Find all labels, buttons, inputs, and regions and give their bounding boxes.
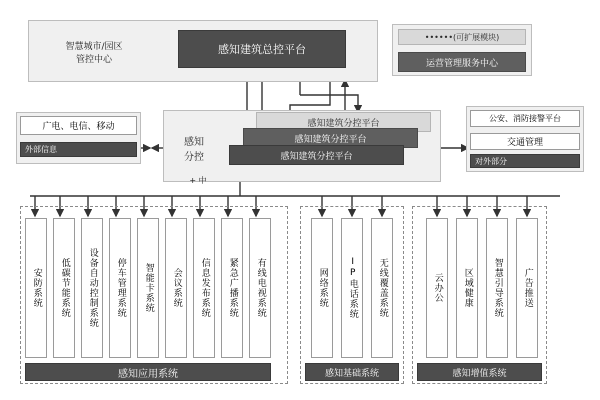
system-column-label: 云办公	[432, 273, 443, 303]
sub-platform-label-1: 感知建筑分控平台	[280, 151, 353, 162]
system-column[interactable]	[165, 218, 187, 358]
main-platform-box[interactable]	[178, 30, 346, 68]
expand-module-label: ••••••(可扩展模块)	[424, 32, 500, 42]
system-column[interactable]	[371, 218, 393, 358]
system-column[interactable]	[193, 218, 215, 358]
group-footer-1[interactable]	[25, 363, 271, 381]
left-sub-label: 外部信息	[25, 145, 57, 154]
sense-subcontrol-label	[168, 128, 220, 168]
system-column-label: 有线电视系统	[255, 258, 266, 318]
group-footer-2[interactable]	[305, 363, 399, 381]
system-column[interactable]	[249, 218, 271, 358]
system-column-label: 低碳节能系统	[59, 258, 70, 318]
system-column[interactable]	[426, 218, 448, 358]
sense-subcontrol-line1: 感知	[184, 137, 204, 148]
system-column[interactable]	[456, 218, 478, 358]
system-column[interactable]	[25, 218, 47, 358]
system-column-label: 区域健康	[462, 268, 473, 308]
group-footer-1-label: 感知应用系统	[118, 368, 178, 380]
control-center-label-line2: 管控中心	[75, 55, 112, 65]
system-column-label: 信息发布系统	[199, 258, 210, 318]
system-column[interactable]	[81, 218, 103, 358]
system-column[interactable]	[341, 218, 363, 358]
system-column-label: 广告推送	[522, 268, 533, 308]
right-sub1-box[interactable]	[470, 133, 580, 150]
system-column[interactable]	[53, 218, 75, 358]
left-sub-box[interactable]	[20, 142, 137, 157]
left-title-box[interactable]	[20, 116, 137, 135]
right-title-box[interactable]	[470, 110, 580, 127]
expand-module-box[interactable]	[398, 29, 526, 45]
group-footer-3[interactable]	[417, 363, 542, 381]
operation-center-box[interactable]	[398, 52, 526, 72]
right-sub2-label: 对外部分	[475, 156, 507, 166]
sense-subcontrol-line2: 分控	[184, 152, 204, 163]
system-column[interactable]	[221, 218, 243, 358]
system-column-label: 网络系统	[317, 268, 328, 308]
left-title-label: 广电、电信、移动	[42, 122, 115, 132]
system-column-label: IP电话系统	[347, 257, 358, 319]
main-platform-label: 感知建筑总控平台	[218, 43, 306, 56]
operation-center-label: 运营管理服务中心	[425, 58, 498, 69]
system-column[interactable]	[109, 218, 131, 358]
right-sub2-box[interactable]	[470, 154, 580, 168]
plus-note-label: + 中	[189, 175, 207, 185]
system-column-label: 无线覆盖系统	[377, 258, 388, 318]
sub-platform-label-3: 感知建筑分控平台	[307, 118, 380, 129]
right-sub1-label: 交通管理	[506, 138, 543, 148]
system-column[interactable]	[516, 218, 538, 358]
control-center-label	[34, 28, 154, 76]
group-footer-3-label: 感知增值系统	[452, 368, 507, 379]
system-column[interactable]	[486, 218, 508, 358]
system-column-label: 设备自动控制系统	[87, 248, 98, 328]
system-column-label: 智慧引导系统	[492, 258, 503, 318]
plus-note	[178, 174, 218, 186]
sub-platform-label-2: 感知建筑分控平台	[294, 134, 367, 145]
system-column-label: 智能卡系统	[143, 263, 154, 313]
system-column-label: 停车管理系统	[115, 258, 126, 318]
system-column-label: 紧急广播系统	[227, 258, 238, 318]
sub-platform-box-1[interactable]	[229, 145, 404, 165]
system-column[interactable]	[137, 218, 159, 358]
group-footer-2-label: 感知基础系统	[324, 368, 379, 379]
system-column-label: 会议系统	[171, 268, 182, 308]
system-column-label: 安防系统	[31, 268, 42, 308]
right-title-label: 公安、消防接警平台	[489, 114, 561, 123]
system-column[interactable]	[311, 218, 333, 358]
control-center-label-line1: 智慧城市/园区	[65, 42, 123, 52]
